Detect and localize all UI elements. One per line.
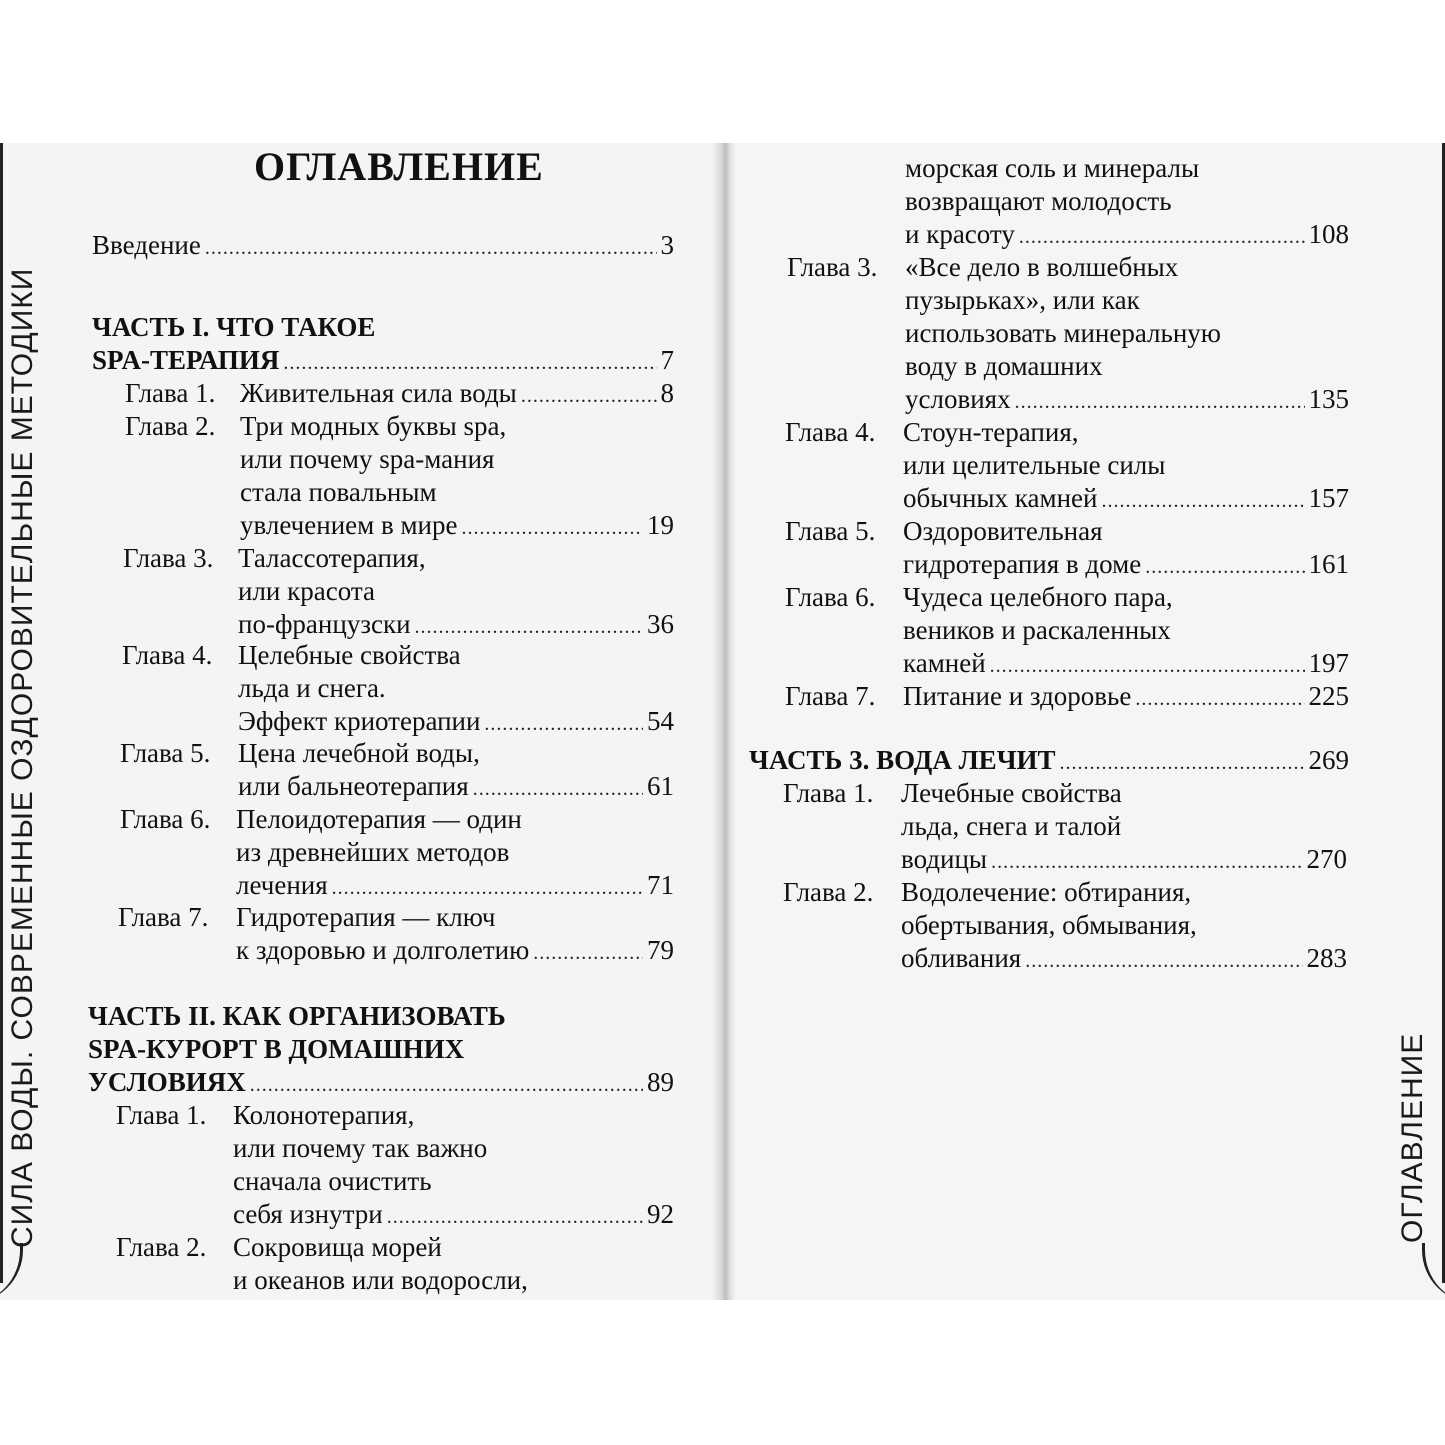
page-number: 108	[1308, 219, 1349, 249]
chapter-label: Глава 2.	[783, 877, 874, 907]
page-number: 36	[647, 609, 674, 639]
toc-part-3[interactable]: ЧАСТЬ 3. ВОДА ЛЕЧИТ ..... 269	[749, 744, 1349, 780]
toc-entry-p1-ch7[interactable]: Гидротерапия — ключ	[236, 902, 496, 932]
toc-entry-p1-ch4-end: Эффект криотерапии ..... 54	[238, 705, 674, 741]
toc-entry-p3-ch1[interactable]: Лечебные свойства	[901, 778, 1122, 808]
toc-entry-p2-ch6-end: камней ..... 197	[903, 647, 1349, 683]
toc-entry-p2-ch4-end: обычных камней ..... 157	[903, 482, 1349, 518]
toc-entry-p1-ch2-cont: стала повальным	[240, 477, 437, 507]
chapter-label: Глава 4.	[122, 640, 213, 670]
page-number: 225	[1308, 681, 1349, 711]
toc-entry-p1-ch4[interactable]: Целебные свойства	[238, 640, 461, 670]
page-number: 157	[1308, 483, 1349, 513]
toc-entry-p1-ch2-end: увлечением в мире ..... 19	[240, 509, 674, 545]
toc-title: ОГЛАВЛЕНИЕ	[254, 144, 544, 189]
toc-entry-p1-ch3[interactable]: Талассотерапия,	[238, 543, 426, 573]
chapter-label: Глава 6.	[120, 804, 211, 834]
toc-part-2[interactable]: ЧАСТЬ II. КАК ОРГАНИЗОВАТЬ	[88, 1001, 506, 1031]
chapter-label: Глава 2.	[116, 1232, 207, 1262]
toc-entry-p1-ch5[interactable]: Цена лечебной воды,	[238, 738, 480, 768]
toc-entry-p3-ch1-cont: льда, снега и талой	[901, 811, 1122, 841]
toc-entry-p3-ch2[interactable]: Водолечение: обтирания,	[901, 877, 1192, 907]
toc-entry-p2-ch6[interactable]: Чудеса целебного пара,	[903, 582, 1173, 612]
page-number: 283	[1306, 943, 1347, 973]
toc-entry-p2-ch2[interactable]: Сокровища морей	[233, 1232, 442, 1262]
toc-entry-p2-ch1-cont: сначала очистить	[233, 1166, 432, 1196]
toc-entry-p1-ch6-cont: из древнейших методов	[236, 837, 510, 867]
toc-entry-p1-ch6-end: лечения ..... 71	[236, 869, 674, 905]
chapter-label: Глава 7.	[118, 902, 209, 932]
toc-entry-p1-ch6[interactable]: Пелоидотерапия — один	[236, 804, 522, 834]
toc-entry-p2-ch4[interactable]: Стоун-терапия,	[903, 417, 1079, 447]
toc-part-1-end[interactable]: SPA-ТЕРАПИЯ ..... 7	[92, 344, 674, 380]
toc-entry-p3-ch2-end: обливания ..... 283	[901, 942, 1347, 978]
chapter-label: Глава 1.	[116, 1100, 207, 1130]
page-number: 54	[647, 706, 674, 736]
page-number: 19	[647, 510, 674, 540]
running-title-right: ОГЛАВЛЕНИЕ	[1396, 1032, 1429, 1243]
toc-entry-p2-ch5-end: гидротерапия в доме ..... 161	[903, 548, 1349, 584]
toc-entry-p1-ch3-end: по-французски ..... 36	[238, 608, 674, 644]
page-number: 8	[660, 378, 674, 408]
toc-entry-p2-ch3-end: условиях ..... 135	[905, 383, 1349, 419]
toc-entry-p1-ch2[interactable]: Три модных буквы spa,	[240, 411, 507, 441]
chapter-label: Глава 1.	[783, 778, 874, 808]
chapter-label: Глава 1.	[125, 378, 216, 408]
toc-entry-p2-ch2-end: и красоту ..... 108	[905, 218, 1349, 254]
chapter-label: Глава 2.	[125, 411, 216, 441]
toc-entry-p2-ch3[interactable]: «Все дело в волшебных	[905, 252, 1179, 282]
chapter-label: Глава 6.	[785, 582, 876, 612]
chapter-label: Глава 7.	[785, 681, 876, 711]
toc-part-2-end: УСЛОВИЯХ ..... 89	[88, 1066, 674, 1102]
page-number: 270	[1306, 844, 1347, 874]
page-number: 71	[647, 870, 674, 900]
chapter-label: Глава 3.	[787, 252, 878, 282]
toc-entry-p2-ch5[interactable]: Оздоровительная	[903, 516, 1103, 546]
toc-entry-p1-ch4-cont: льда и снега.	[238, 673, 386, 703]
book-gutter	[712, 143, 736, 1300]
toc-entry-p2-ch4-cont: или целительные силы	[903, 450, 1166, 480]
toc-entry-p3-ch2-cont: обертывания, обмывания,	[901, 910, 1197, 940]
toc-entry-intro[interactable]: Введение ..... 3	[92, 229, 674, 265]
page-number: 61	[647, 771, 674, 801]
toc-entry-p2-ch3-cont: пузырьках», или как	[905, 285, 1140, 315]
page-number: 79	[647, 935, 674, 965]
toc-entry-p1-ch3-cont: или красота	[238, 576, 375, 606]
toc-entry-p2-ch2-cont: морская соль и минералы	[905, 153, 1200, 183]
toc-entry-p2-ch1-end: себя изнутри ..... 92	[233, 1198, 674, 1234]
toc-entry-p1-ch2-cont: или почему spa-мания	[240, 444, 495, 474]
chapter-label: Глава 4.	[785, 417, 876, 447]
page-number: 89	[647, 1067, 674, 1097]
toc-entry-p1-ch5-end: или бальнеотерапия ..... 61	[238, 770, 674, 806]
toc-part-1[interactable]: ЧАСТЬ I. ЧТО ТАКОЕ	[92, 312, 376, 342]
chapter-label: Глава 5.	[785, 516, 876, 546]
page-number: 92	[647, 1199, 674, 1229]
page-number: 269	[1308, 745, 1349, 775]
toc-entry-p2-ch6-cont: веников и раскаленных	[903, 615, 1171, 645]
toc-entry-p2-ch7[interactable]: Питание и здоровье ..... 225	[903, 680, 1349, 716]
toc-part-2-cont: SPA-КУРОРТ В ДОМАШНИХ	[88, 1034, 465, 1064]
toc-entry-p2-ch2-cont: возвращают молодость	[905, 186, 1172, 216]
page-number: 135	[1308, 384, 1349, 414]
page-number: 3	[660, 230, 674, 260]
toc-entry-p2-ch1-cont: или почему так важно	[233, 1133, 488, 1163]
toc-entry-p2-ch1[interactable]: Колонотерапия,	[233, 1100, 415, 1130]
toc-entry-p3-ch1-end: водицы ..... 270	[901, 843, 1347, 879]
left-page-edge	[0, 143, 3, 1283]
page-number: 197	[1308, 648, 1349, 678]
toc-entry-p1-ch7-end: к здоровью и долголетию ..... 79	[236, 934, 674, 970]
page-number: 161	[1308, 549, 1349, 579]
toc-entry-p2-ch2-cont: и океанов или водоросли,	[233, 1265, 528, 1295]
chapter-label: Глава 5.	[120, 738, 211, 768]
toc-entry-p1-ch1[interactable]: Живительная сила воды ..... 8	[240, 377, 674, 413]
page-number: 7	[660, 345, 674, 375]
toc-entry-p2-ch3-cont: использовать минеральную	[905, 318, 1221, 348]
chapter-label: Глава 3.	[123, 543, 214, 573]
book-spread	[0, 143, 1445, 1300]
toc-entry-p2-ch3-cont: воду в домашних	[905, 351, 1103, 381]
running-title-left: СИЛА ВОДЫ. СОВРЕМЕННЫЕ ОЗДОРОВИТЕЛЬНЫЕ МЕТОДИКИ	[6, 267, 39, 1248]
